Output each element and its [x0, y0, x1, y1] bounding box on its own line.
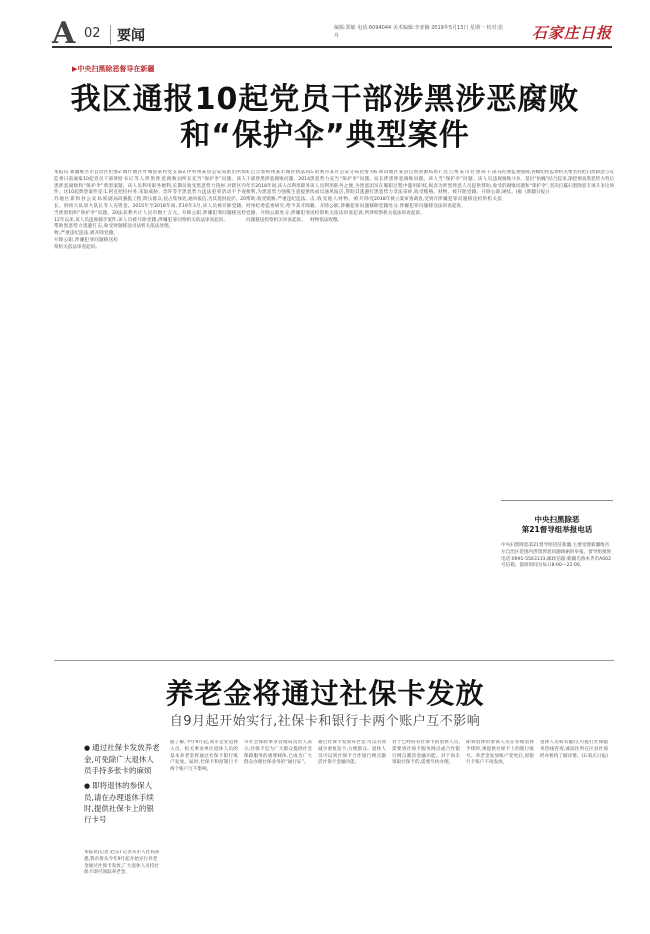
bullet-icon: ● [84, 744, 91, 752]
article-paragraph: 纪委监委强调,各级纪检监察机关要坚持把扫黑除恶与反腐败斗争、基层“拍蝇”结合起来,深挖彻查黑恶势力背后的腐败问题和“保护伞”,坚决打赢扫黑除恶专项斗争这场硬仗。(据《新疆日报》) [502, 170, 614, 196]
article-column [118, 170, 182, 640]
article-paragraph: 即将退休的参保人员在办理退休手续时,须提供社保卡上的银行账号。养老金发放账户变更后,原银行卡账户不再发放。 [466, 740, 534, 766]
article-column [318, 740, 386, 890]
lead-points-box [84, 742, 160, 852]
article-paragraph: 退休人员如有疑问,可拨打社保服务热线咨询,或前往所在区县社保经办机构了解详情。(石家庄日报) [540, 740, 608, 759]
header-meta: 编辑:郑敏 电话:6094044 美术编辑:李亚楠 2019年5月13日 星期一 校对:张丹 [334, 25, 504, 39]
headline-line-1: 我区通报10起党员干部涉黑涉恶腐败 [70, 82, 580, 117]
article-column [540, 740, 608, 890]
article-paragraph: 5.哈密市某区公安分局民警为黑恶势力充当“保护伞”问题。该人员利用职务之便,为黑恶团伙成员通风报信,帮助其逃避打击,收受他人财物。被开除党籍、开除公职,涉嫌犯罪问题移送检察机关依法审查起诉,所涉财物依法收缴。 [310, 170, 374, 223]
article-column [244, 740, 312, 890]
article-column [182, 170, 246, 640]
section-divider [54, 660, 614, 661]
article-paragraph: 4.巴音郭楞州某市城管执法局干部涉黑涉恶腐败问题。2014年至2018年间,该人员利用职务便利,为黑恶势力强揽生意提供帮助,收受贿赂,严重违纪违法。经州纪委监委研究,给予其开除党籍、开除公职处分,涉嫌犯罪问题移送检察机关审查起诉。 [246, 170, 310, 223]
sidebox-subtitle: 第21督导组举报电话 [521, 525, 593, 534]
article-column [502, 170, 614, 490]
lead-point-text: 即将退休的参保人员,请在办理退休手续时,提供社保卡上的银行卡号 [84, 781, 154, 824]
kicker: ▶中央扫黑除恶督导在新疆 [72, 65, 155, 73]
sidebox-body: 中央扫黑除恶第21督导组进驻新疆,主要受理新疆维吾尔自治区范围内涉黑涉恶问题线索的举报。督导组值班电话:0991-5563133,邮政信箱:新疆乌鲁木齐市A002号信箱。值班时间为每日8:00—22:00。 [501, 543, 612, 569]
section-letter: A [52, 16, 76, 51]
article-paragraph: 7.昌吉州某市住建局干部充当“保护伞”问题。该人员违规为涉黑涉恶人员提供帮助,收受财物。被开除党籍、开除公职,涉嫌犯罪问题移送检察机关依法审查起诉。 [438, 170, 502, 209]
article-paragraph: 本报讯 新疆维吾尔自治区纪委监委日前通报10起党员干部涉黑涉恶腐败和“保护伞”典型案件。这10起典型案件是:1.阿克苏地区新和县公安局原副局长、刑侦大队原大队长等人充当涉黑组织“保护伞”问题。2012年以来,该人员违规插手案件,帮助黑恶势力逃避打击,收受财物,严重违纪违法,被开除党籍、开除公职,涉嫌犯罪问题移送检察机关依法审查起诉。 [54, 170, 118, 250]
article-paragraph: 市社会保险事业管理局负责人表示,社保卡是为广大群众提供社会保障服务的重要载体,已成为广大群众办理社保业务的“通行证”。 [244, 740, 312, 766]
lead-point [84, 742, 160, 776]
section-name: 要闻 [110, 25, 145, 45]
article-column [310, 170, 374, 640]
lead-point-text: 通过社保卡发放养老金,可免除广大退休人员手持多张卡的麻烦 [84, 743, 160, 775]
paper-name-logo: 石家庄日报 [531, 24, 612, 42]
bullet-icon: ● [84, 782, 91, 790]
page-header [52, 16, 612, 51]
article-paragraph: 通过社保卡发放养老金,可以有效减少重复发卡,方便群众。退休人员可以到社保卡合作银行网点激活社保卡金融功能。 [318, 740, 386, 766]
article-paragraph: 据了解,今年9月起,我市企业退休人员、机关事业单位退休人员的基本养老金将通过社保卡银行账户发放。届时,社保卡和原银行卡两个账户互不影响。 [170, 740, 238, 773]
article-paragraph: 2.喀什地区叶城县某村党支部原书记等人涉黑涉恶腐败问题。该人员利用职务便利,长期把持村务,采取威胁、恐吓等手段强揽工程,欺压群众,侵占集体资金。2015年至2018年间,非法获利共计人民币数十万元。该人员被开除党籍,涉嫌犯罪问题移送司法机关依法处理。 [118, 170, 182, 230]
article-column [246, 170, 310, 640]
subheadline-pension: 自9月起开始实行,社保卡和银行卡两个账户互不影响 [169, 714, 481, 729]
article-column [170, 740, 238, 890]
article-column [438, 170, 502, 640]
article-column [392, 740, 460, 890]
article-column [374, 170, 438, 640]
page-number: 02 [84, 26, 101, 41]
article-2-intro [84, 850, 160, 900]
lead-point [84, 780, 160, 825]
headline-line-2: 和“保护伞”典型案件 [180, 118, 470, 153]
article-2-body [170, 740, 614, 890]
article-column [54, 170, 118, 640]
article-paragraph: 对于已经持有社保卡的退休人员,需要到社保卡服务网点或合作银行网点激活金融功能。对于尚未领取社保卡的,需要尽快办理。 [392, 740, 460, 766]
headline-pension: 养老金将通过社保卡发放 [165, 677, 485, 710]
report-hotline-box [501, 500, 613, 650]
article-paragraph: 3.伊犁州某县公安局派出所原所长充当“保护伞”问题。该人员收受黑恶势力钱财,对辖区内黑恶势力违法犯罪活动不予查处,通风报信,为其提供庇护。2019年3月,该人员被开除党籍、开除公职,涉嫌犯罪问题移送检察机关依法审查起诉。 [182, 170, 246, 223]
article-paragraph: 6.和田地区某县自然资源局原局长涉黑涉恶腐败问题。该人员在履职过程中滥用职权,纵容黑恶势力非法采砂,收受贿赂。2018年被立案审查调查,受到开除党籍处分,涉嫌犯罪问题移送检察机关依法审查起诉。 [374, 170, 438, 216]
sidebox-title: 中央扫黑除恶 [534, 515, 580, 524]
article-column [466, 740, 534, 890]
article-paragraph: 本报讯(记者 赵东) 记者从市人社局获悉,我市将从今年9月起开始实行养老金通过社保卡发放,广大退休人员持社保卡即可领取养老金。 [84, 850, 160, 876]
